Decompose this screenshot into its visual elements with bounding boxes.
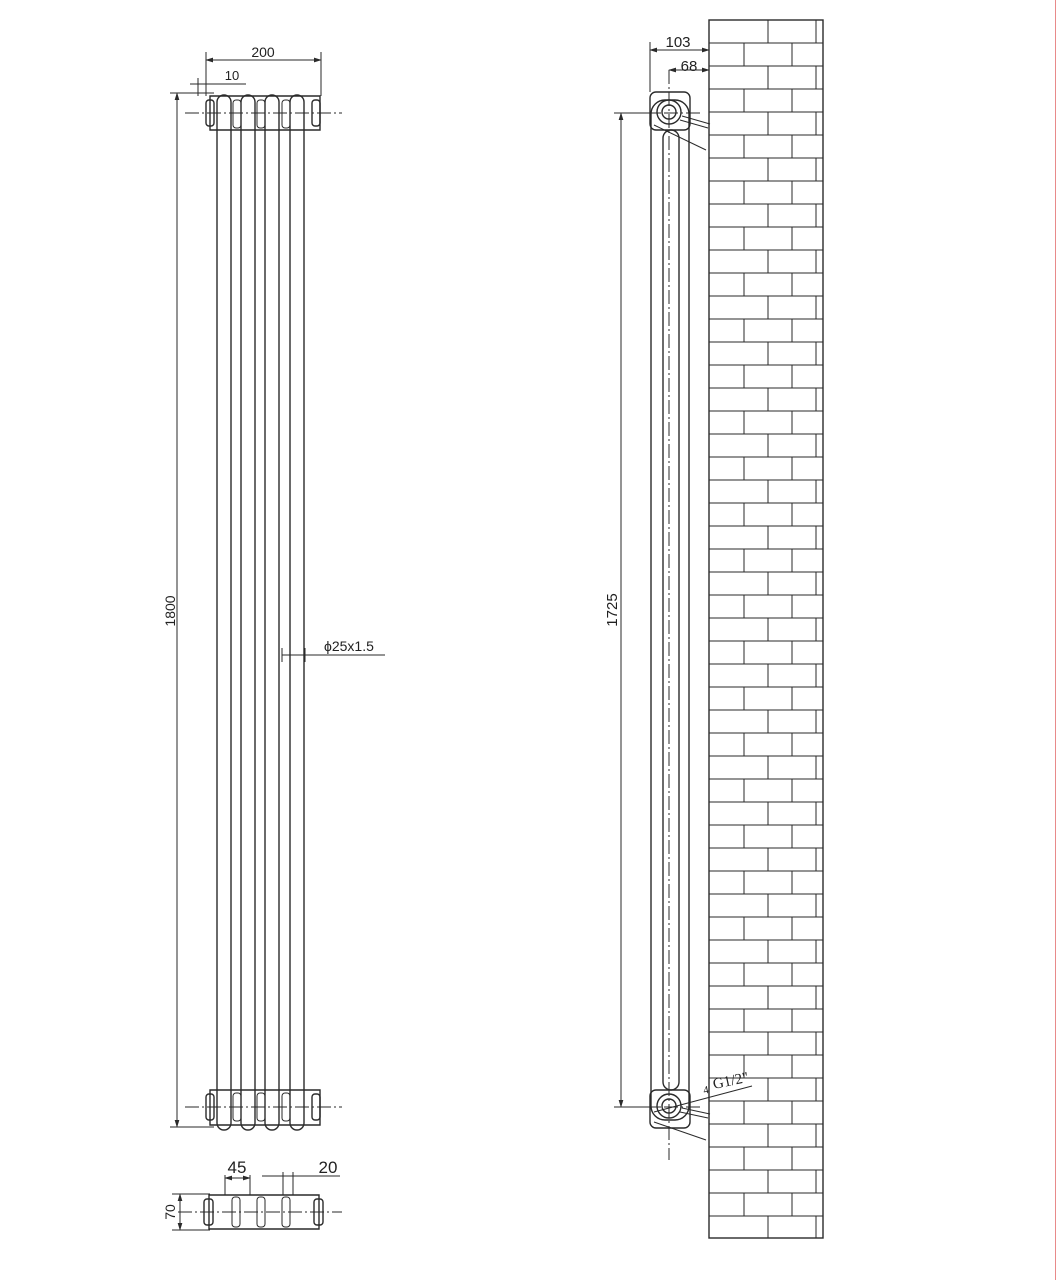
centers-label: 1725 (604, 593, 621, 627)
dimension-offset (190, 68, 246, 96)
dimension-pitch (225, 1158, 250, 1195)
width-label: 200 (251, 44, 275, 60)
top-view (162, 1158, 342, 1230)
brick-wall (709, 20, 823, 1238)
front-view (162, 44, 385, 1130)
side-view (604, 20, 823, 1238)
tube-label: ϕ25x1.5 (324, 638, 374, 654)
height-label: 1800 (162, 595, 178, 627)
dimension-depth-total (650, 34, 709, 92)
tube-1 (217, 95, 231, 1130)
tube-3 (265, 95, 279, 1130)
connection-label: G1/2" (711, 1069, 751, 1093)
tube-2 (241, 95, 255, 1130)
offset-label: 10 (224, 68, 240, 83)
dimension-gap (262, 1158, 340, 1195)
depth-total-label: 103 (665, 34, 691, 51)
pitch-label: 45 (227, 1158, 247, 1177)
radiator-tubes (217, 95, 304, 1130)
tube-4 (290, 95, 304, 1130)
frame-edge (1055, 0, 1056, 1280)
dimension-width (206, 44, 321, 96)
radiator-side (620, 70, 710, 1160)
dimension-depth-pipe (669, 58, 709, 75)
bottom-header (185, 1090, 342, 1125)
depth-pipe-label: 68 (680, 58, 698, 75)
gap-label: 20 (318, 1158, 338, 1177)
connection-count: 4 (702, 1084, 711, 1097)
dimension-height (162, 93, 214, 1127)
top-header (185, 96, 342, 130)
depth-label: 70 (162, 1204, 178, 1220)
tube-callout (282, 638, 385, 662)
